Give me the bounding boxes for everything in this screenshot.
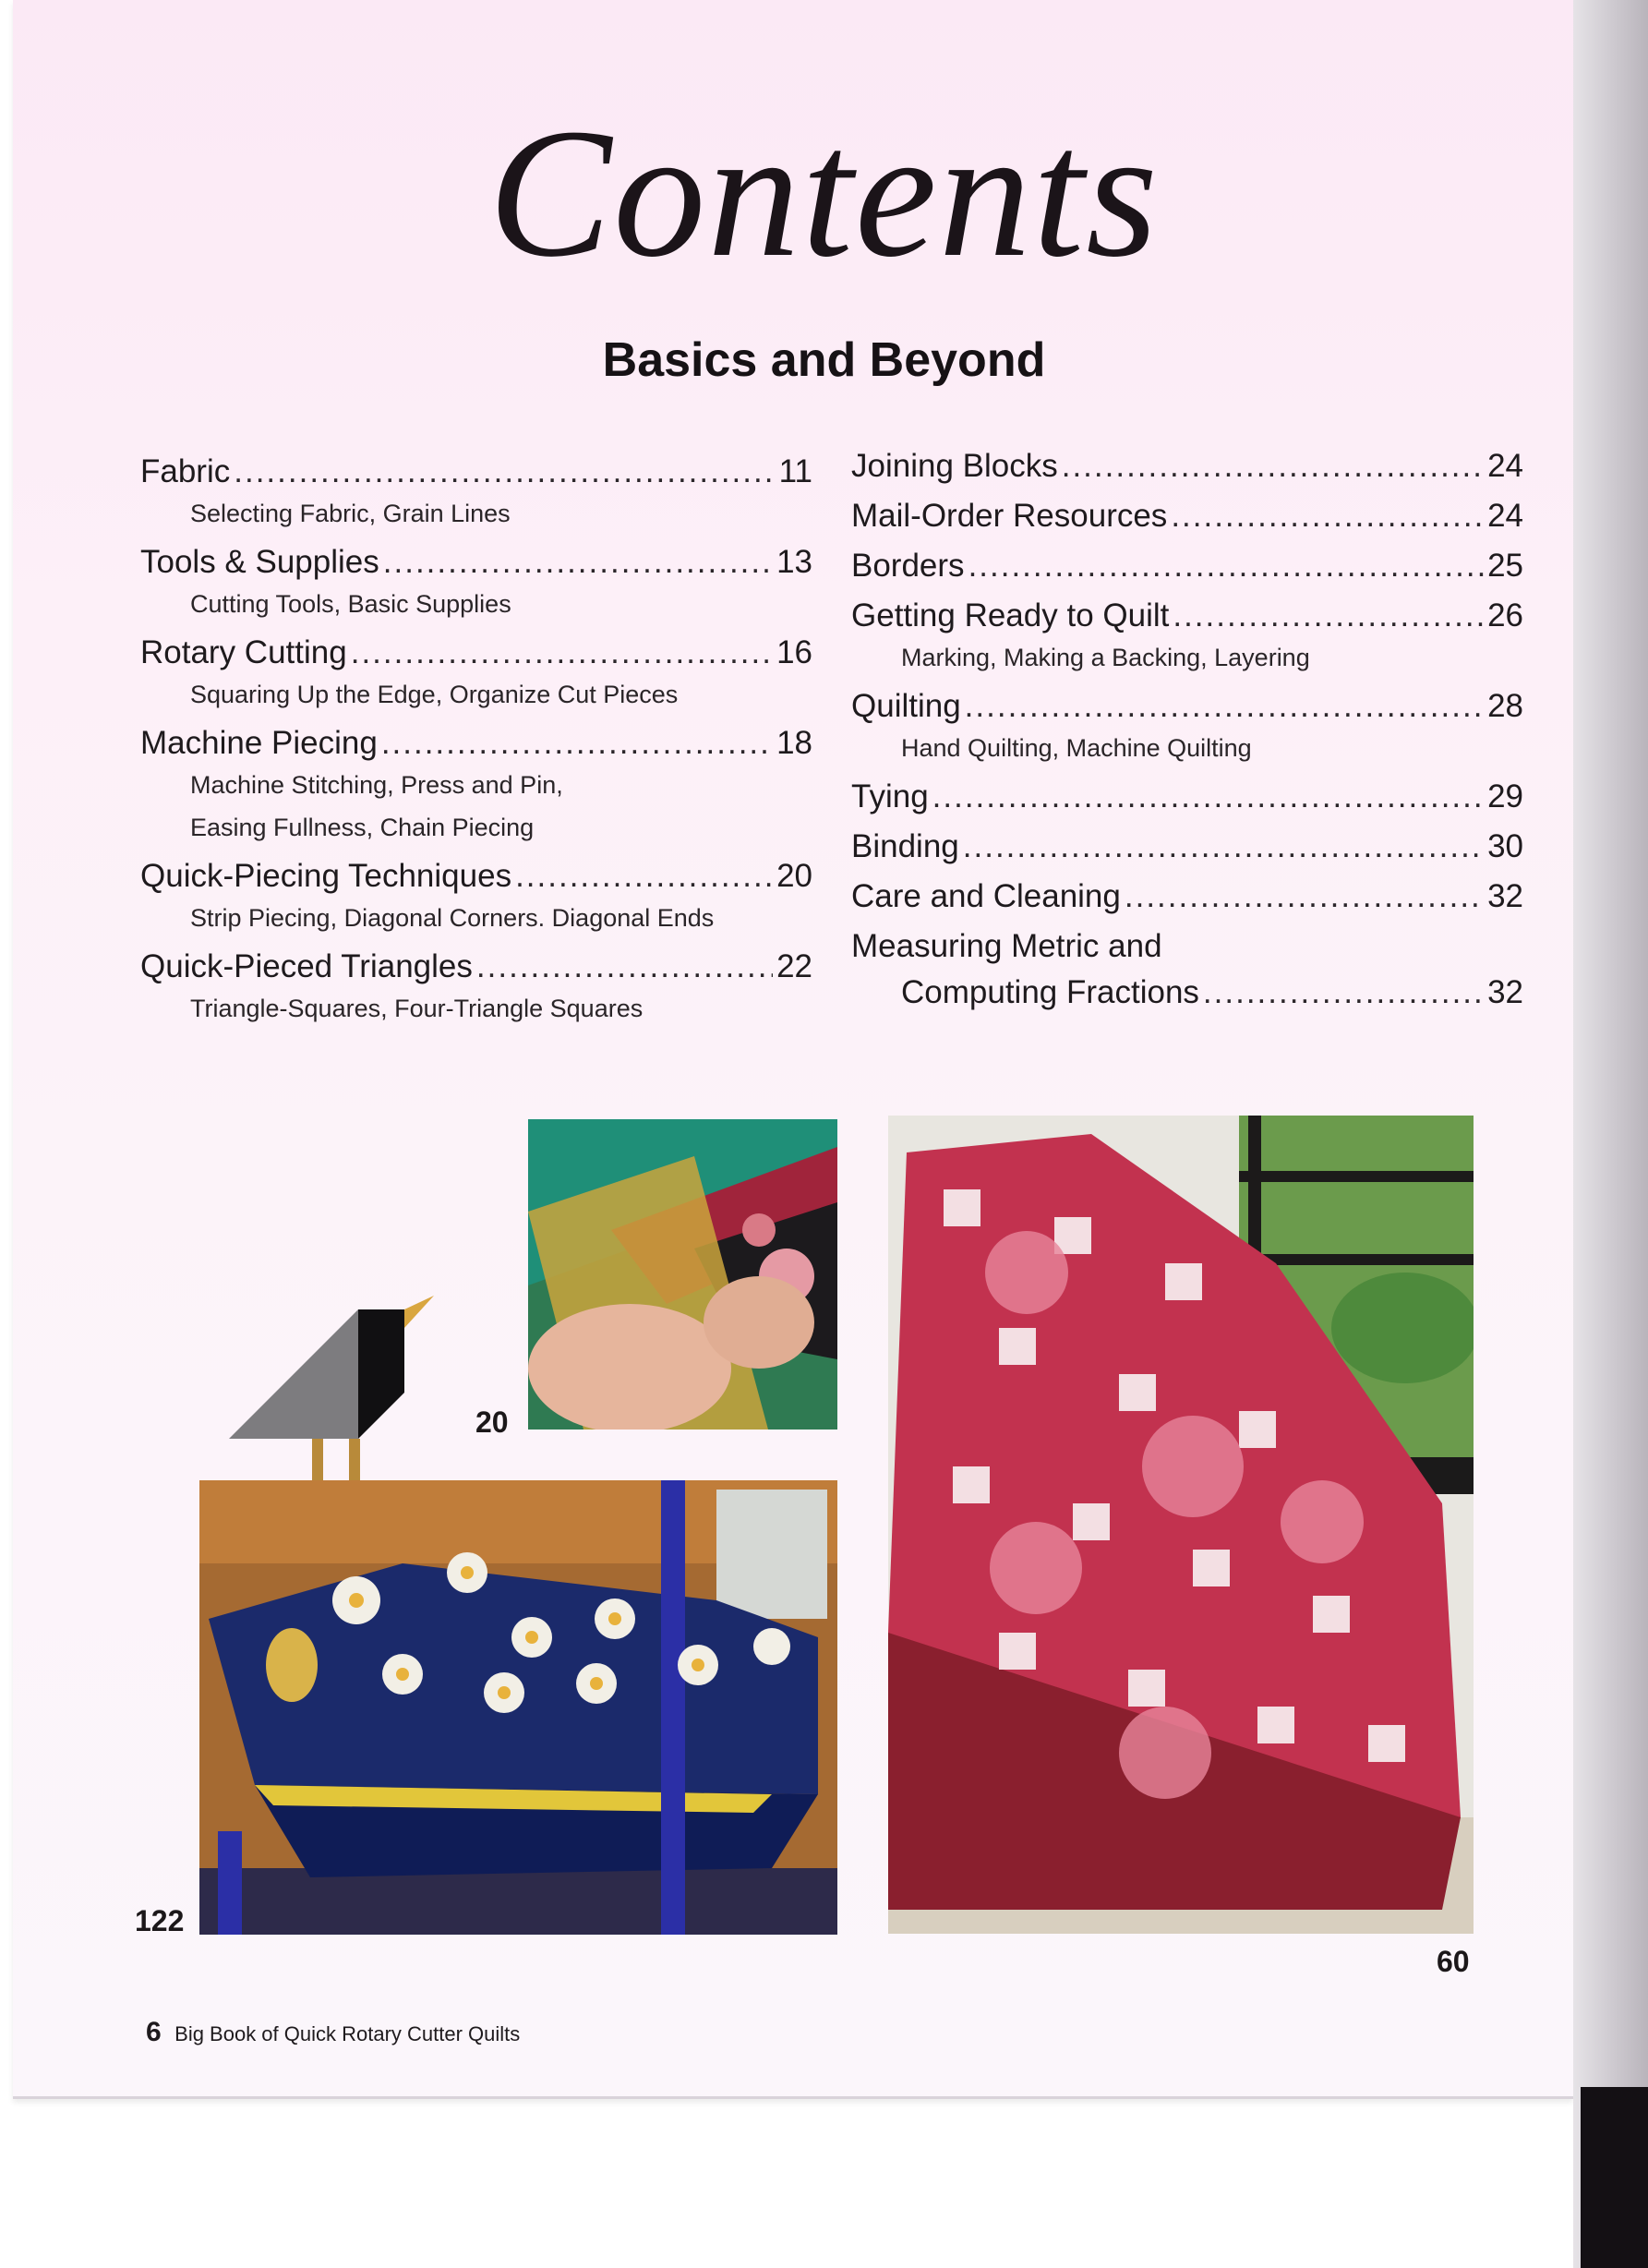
toc-subtopics: Marking, Making a Backing, Layering [901, 644, 1310, 671]
page-footer [146, 2017, 520, 2048]
toc-entry [851, 543, 1523, 589]
toc-dot-leader [963, 824, 1484, 870]
toc-page-number: 24 [1487, 448, 1523, 484]
toc-dot-leader [234, 449, 775, 495]
rotary-cutting-svg [528, 1119, 837, 1430]
toc-entry-line [851, 543, 1523, 589]
toc-page-number: 22 [776, 948, 812, 984]
toc-page-number: 26 [1487, 597, 1523, 633]
toc-entry [140, 853, 812, 935]
toc-subtopics: Selecting Fabric, Grain Lines [190, 500, 511, 527]
toc-subtopics: Strip Piecing, Diagonal Corners. Diagonal Ends [190, 904, 715, 932]
toc-entry-title: Binding [851, 828, 959, 864]
toc-dot-leader [1171, 493, 1484, 539]
toc-entry-title: Borders [851, 548, 965, 584]
toc-entry-title: Quick-Piecing Techniques [140, 858, 512, 894]
toc-page-number: 18 [776, 725, 812, 761]
toc-dot-leader [1203, 970, 1484, 1016]
toc-entry [140, 630, 812, 711]
rotary-cutting-photo [528, 1119, 837, 1430]
toc-entry [851, 824, 1523, 870]
toc-entry-line [851, 970, 1523, 1016]
toc-entry-title: Measuring Metric and [851, 928, 1162, 964]
toc-entry-line [851, 443, 1523, 489]
toc-subtopics: Easing Fullness, Chain Piecing [190, 814, 535, 841]
toc-entry-line [851, 593, 1523, 639]
toc-entry [851, 493, 1523, 539]
toc-entry-line [140, 853, 812, 899]
chair-quilt-photo [888, 1116, 1474, 1934]
toc-page-number: 24 [1487, 498, 1523, 534]
bed-photo-page-label: 122 [135, 1904, 185, 1937]
toc-page-number: 16 [776, 634, 812, 670]
toc-page-number: 29 [1487, 778, 1523, 814]
toc-entry-line [851, 493, 1523, 539]
toc-entry [140, 449, 812, 530]
crow-block-svg [220, 1291, 436, 1480]
footer-book-title: Big Book of Quick Rotary Cutter Quilts [174, 2022, 521, 2045]
toc-dot-leader [351, 630, 773, 676]
toc-entry-title: Quick-Pieced Triangles [140, 948, 473, 984]
toc-subtopics: Cutting Tools, Basic Supplies [190, 590, 511, 618]
toc-entry-line [851, 774, 1523, 820]
toc-entry [851, 443, 1523, 489]
toc-entry-title-line [851, 923, 1523, 970]
toc-subtopics: Machine Stitching, Press and Pin, [190, 771, 563, 799]
toc-entry-title: Mail-Order Resources [851, 498, 1168, 534]
toc-entry-title: Fabric [140, 453, 231, 489]
toc-entry-title: Care and Cleaning [851, 878, 1121, 914]
toc-entry-line [140, 539, 812, 585]
toc-dot-leader [968, 543, 1485, 589]
bed-quilt-photo [199, 1480, 837, 1935]
toc-page-number: 30 [1487, 828, 1523, 864]
toc-entry-title: Machine Piecing [140, 725, 378, 761]
toc-dot-leader [476, 944, 773, 990]
toc-subtopics: Triangle-Squares, Four-Triangle Squares [190, 995, 644, 1022]
toc-entry-title: Getting Ready to Quilt [851, 597, 1170, 633]
toc-dot-leader [1062, 443, 1484, 489]
toc-entry-title: Tools & Supplies [140, 544, 379, 580]
toc-entry [140, 944, 812, 1025]
toc-entry-title: Quilting [851, 688, 961, 724]
toc-right-column [851, 443, 1523, 1019]
toc-dot-leader [515, 853, 773, 899]
toc-entry [851, 774, 1523, 820]
toc-page-number: 25 [1487, 548, 1523, 584]
toc-entry-line [851, 874, 1523, 920]
toc-page-number: 32 [1487, 878, 1523, 914]
chair-photo-page-label: 60 [1437, 1945, 1470, 1978]
bed-quilt-svg [199, 1480, 837, 1935]
toc-entry-line [140, 944, 812, 990]
toc-page-number: 32 [1487, 974, 1523, 1010]
toc-entry-line [140, 720, 812, 766]
toc-dot-leader [1173, 593, 1484, 639]
toc-left-column [140, 449, 812, 1034]
toc-entry [851, 593, 1523, 674]
page-title: Contents [487, 91, 1161, 296]
toc-dot-leader [381, 720, 773, 766]
toc-entry-line [140, 449, 812, 495]
toc-dot-leader [965, 683, 1484, 730]
toc-subtopics: Hand Quilting, Machine Quilting [901, 734, 1252, 762]
crow-block-image [220, 1291, 436, 1480]
toc-entry [140, 720, 812, 844]
toc-dot-leader [932, 774, 1484, 820]
toc-entry [851, 923, 1523, 1016]
toc-dot-leader [1125, 874, 1484, 920]
toc-entry [851, 874, 1523, 920]
toc-dot-leader [383, 539, 773, 585]
toc-entry [851, 683, 1523, 765]
toc-entry-title: Joining Blocks [851, 448, 1058, 484]
section-subtitle: Basics and Beyond [602, 333, 1046, 387]
toc-entry-line [140, 630, 812, 676]
toc-page-number: 13 [776, 544, 812, 580]
toc-page-number: 20 [776, 858, 812, 894]
toc-entry [140, 539, 812, 621]
toc-entry-title: Rotary Cutting [140, 634, 347, 670]
scan-background-edge [1581, 2087, 1648, 2268]
toc-page-number: 28 [1487, 688, 1523, 724]
toc-entry-line [851, 824, 1523, 870]
toc-entry-title: Computing Fractions [901, 974, 1199, 1010]
chair-quilt-svg [888, 1116, 1474, 1934]
rotary-photo-page-label: 20 [475, 1405, 509, 1439]
toc-page-number: 11 [778, 453, 812, 489]
toc-entry-line [851, 683, 1523, 730]
footer-page-number: 6 [146, 2017, 162, 2047]
toc-subtopics: Squaring Up the Edge, Organize Cut Pieces [190, 681, 679, 708]
toc-entry-title: Tying [851, 778, 929, 814]
